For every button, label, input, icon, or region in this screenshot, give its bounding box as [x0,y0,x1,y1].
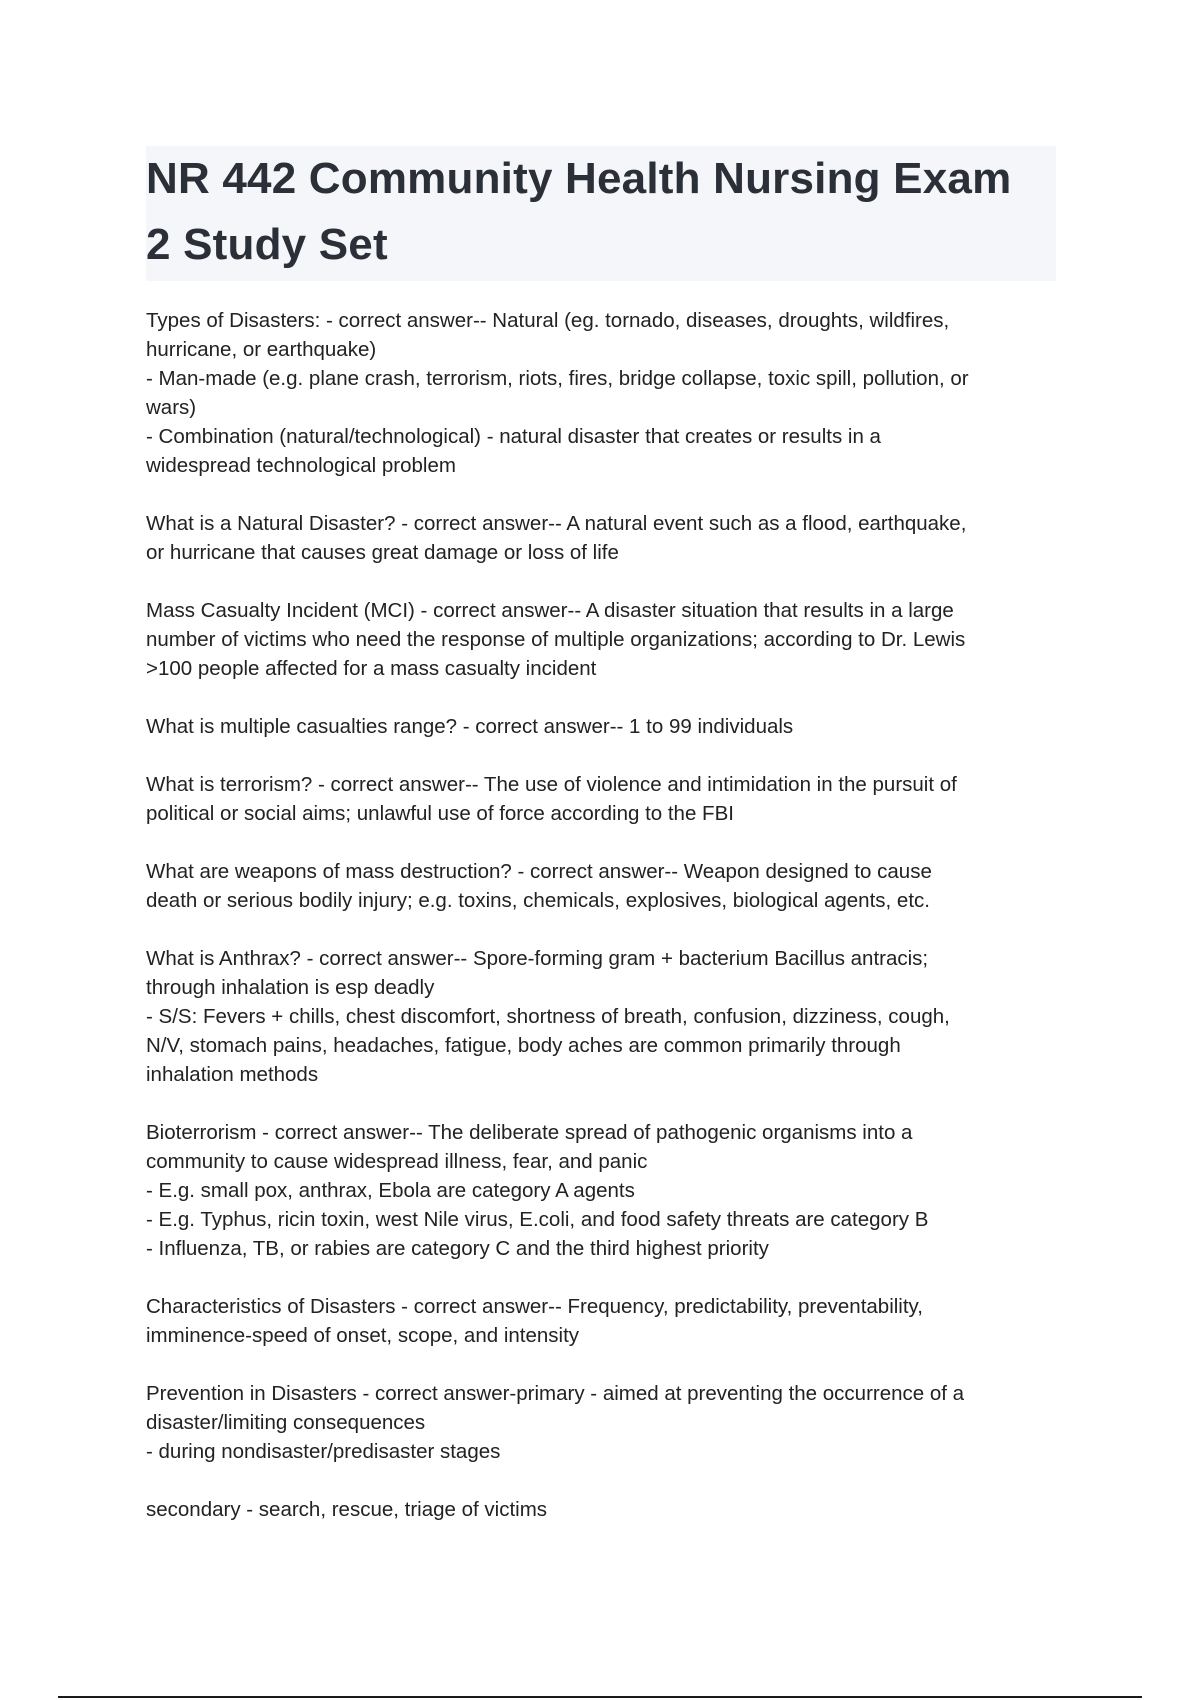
qa-entry-anthrax [146,944,1046,1089]
qa-entry-weapons-of-mass-destruction [146,857,1046,915]
qa-entry-bioterrorism [146,1118,1046,1263]
entry-line: - E.g. Typhus, ricin toxin, west Nile virus, E.coli, and food safety threats are category B [146,1208,929,1231]
entry-line: >100 people affected for a mass casualty incident [146,657,597,680]
entry-line: What is terrorism? - correct answer-- The use of violence and intimidation in the pursuit of [146,773,957,796]
qa-entry-multiple-casualties [146,712,1046,741]
entry-line: N/V, stomach pains, headaches, fatigue, body aches are common primarily through [146,1034,901,1057]
qa-entry-characteristics-of-disasters [146,1292,1046,1350]
entry-line: death or serious bodily injury; e.g. toxins, chemicals, explosives, biological agents, etc. [146,889,930,912]
entry-line: - Combination (natural/technological) - natural disaster that creates or results in a [146,425,881,448]
entry-line: number of victims who need the response of multiple organizations; according to Dr. Lewis [146,628,966,651]
entry-line: widespread technological problem [146,454,456,477]
entry-line: What is multiple casualties range? - correct answer-- 1 to 99 individuals [146,715,794,738]
entry-line: Characteristics of Disasters - correct answer-- Frequency, predictability, preventability, [146,1295,923,1318]
qa-entry-secondary-prevention [146,1495,1046,1524]
entry-line: Bioterrorism - correct answer-- The deliberate spread of pathogenic organisms into a [146,1121,913,1144]
entry-line: imminence-speed of onset, scope, and intensity [146,1324,580,1347]
entry-line: - E.g. small pox, anthrax, Ebola are category A agents [146,1179,635,1202]
qa-entry-mass-casualty-incident [146,596,1046,683]
entry-line: disaster/limiting consequences [146,1411,426,1434]
entry-line: secondary - search, rescue, triage of victims [146,1498,548,1521]
page-bottom-rule [58,1696,1142,1698]
entry-line: through inhalation is esp deadly [146,976,435,999]
qa-entry-prevention-in-disasters [146,1379,1046,1466]
entry-line: - S/S: Fevers + chills, chest discomfort, shortness of breath, confusion, dizziness, cough, [146,1005,950,1028]
qa-entry-types-of-disasters [146,306,1046,480]
qa-entry-natural-disaster [146,509,1046,567]
entry-line: Types of Disasters: - correct answer-- Natural (eg. tornado, diseases, droughts, wildfires, [146,309,950,332]
document-title [146,146,1056,278]
entry-line: Prevention in Disasters - correct answer-primary - aimed at preventing the occurrence of a [146,1382,965,1405]
title-block [146,146,1056,281]
entry-line: What is Anthrax? - correct answer-- Spore-forming gram + bacterium Bacillus antracis; [146,947,929,970]
entry-line: or hurricane that causes great damage or loss of life [146,541,619,564]
entry-line: What is a Natural Disaster? - correct answer-- A natural event such as a flood, earthquake, [146,512,967,535]
entry-line: Mass Casualty Incident (MCI) - correct answer-- A disaster situation that results in a large [146,599,954,622]
entry-line: - Influenza, TB, or rabies are category C and the third highest priority [146,1237,769,1260]
title-line: NR 442 Community Health Nursing Exam [146,154,1012,203]
entry-line: What are weapons of mass destruction? - correct answer-- Weapon designed to cause [146,860,932,883]
qa-entry-terrorism [146,770,1046,828]
entry-line: inhalation methods [146,1063,319,1086]
study-set-content [146,306,1046,1553]
entry-line: community to cause widespread illness, fear, and panic [146,1150,648,1173]
entry-line: - during nondisaster/predisaster stages [146,1440,501,1463]
entry-line: hurricane, or earthquake) [146,338,377,361]
entry-line: political or social aims; unlawful use of force according to the FBI [146,802,734,825]
entry-line: - Man-made (e.g. plane crash, terrorism, riots, fires, bridge collapse, toxic spill, pollution, or [146,367,969,390]
title-line: 2 Study Set [146,220,388,269]
entry-line: wars) [146,396,197,419]
